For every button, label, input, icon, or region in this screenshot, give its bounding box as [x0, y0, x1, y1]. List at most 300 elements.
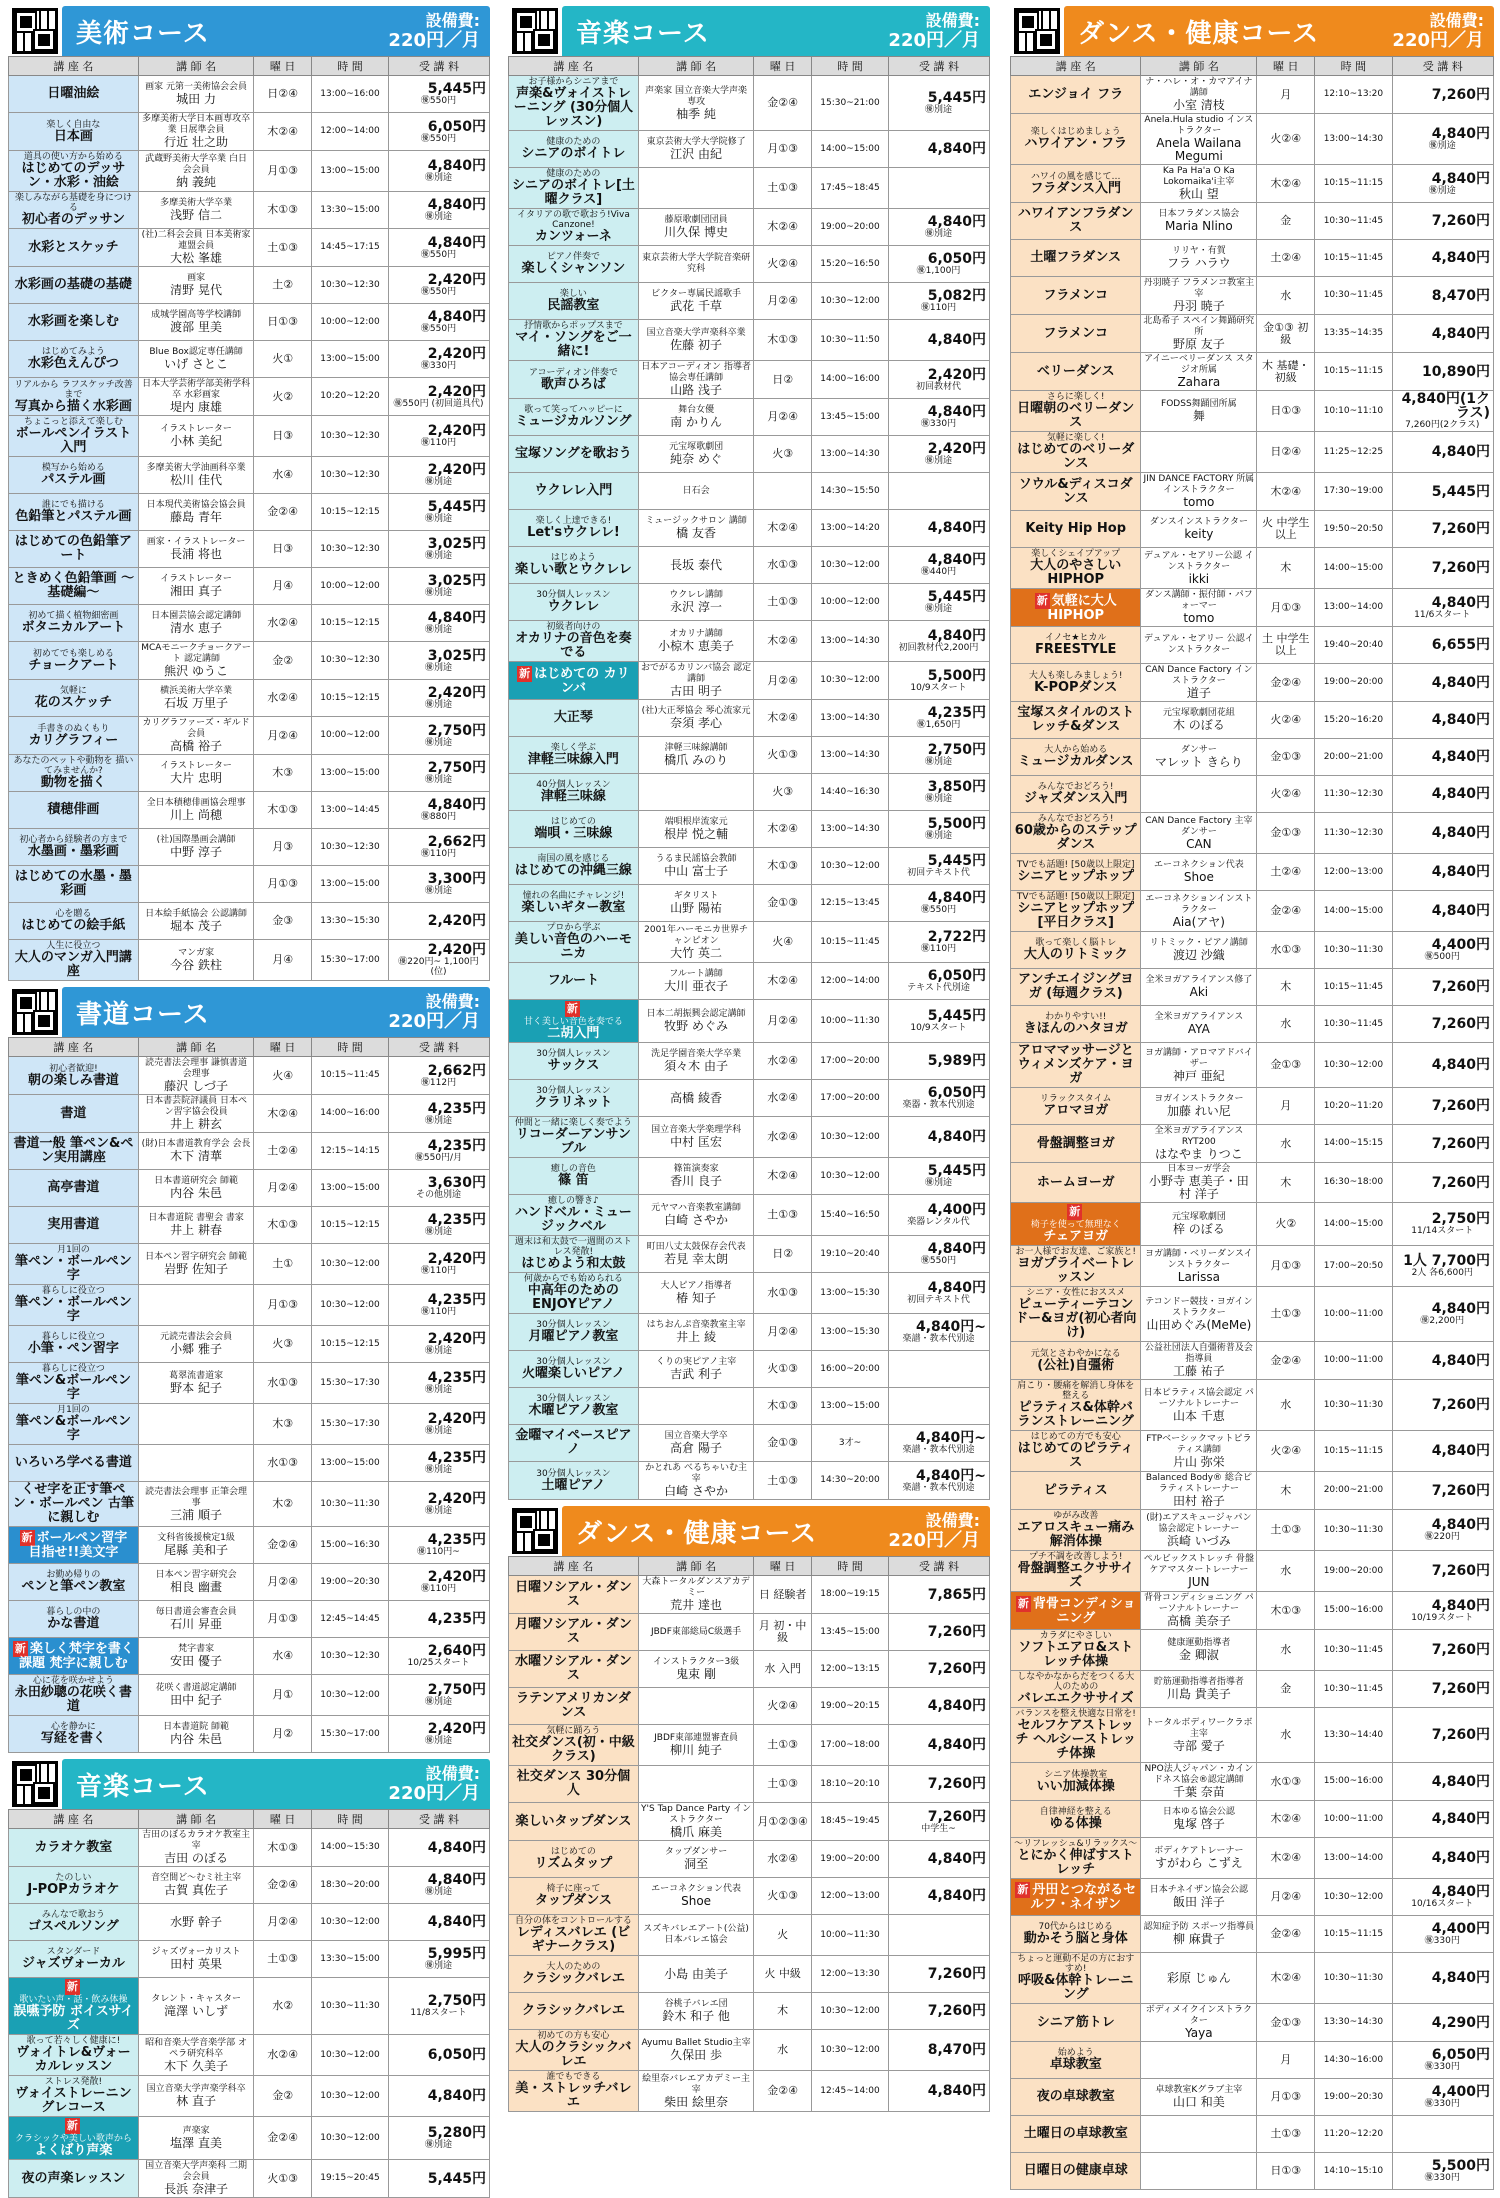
time-cell: 15:30~17:30: [312, 1404, 389, 1445]
course-row[interactable]: [1011, 1006, 1494, 1043]
course-row[interactable]: [9, 1482, 490, 1527]
course-row[interactable]: [1011, 277, 1494, 315]
course-row[interactable]: [1011, 1431, 1494, 1472]
fee-note: 楽器・教本代別途: [902, 1100, 975, 1110]
teacher-cell: [138, 1244, 253, 1285]
fee-cell: [388, 755, 489, 792]
course-row[interactable]: [1011, 589, 1494, 627]
weekday-cell: 木①③: [254, 1829, 312, 1867]
fee-amount: 4,840円: [1431, 1517, 1490, 1533]
fee-note: ㊝別途: [424, 625, 452, 635]
course-row[interactable]: [509, 1956, 990, 1993]
course-name-cell: [9, 192, 139, 229]
course-name-cell: [509, 1766, 639, 1803]
course-row[interactable]: [9, 1285, 490, 1326]
teacher-cell: [138, 457, 253, 494]
weekday-cell: 金: [1257, 1671, 1315, 1708]
course-row[interactable]: [509, 1000, 990, 1043]
time-cell: 15:30~17:30: [312, 1363, 389, 1404]
fee-cell: [888, 2030, 989, 2071]
course-row[interactable]: [9, 1057, 490, 1095]
weekday-cell: 木②④: [1257, 1953, 1315, 2004]
teacher-cell: [1141, 1671, 1257, 1708]
section-header: [8, 6, 490, 56]
course-row[interactable]: [9, 531, 490, 568]
course-row[interactable]: [9, 457, 490, 494]
course-table: [8, 1037, 490, 1753]
course-row[interactable]: [9, 1244, 490, 1285]
course-row[interactable]: [1011, 969, 1494, 1006]
course-row[interactable]: [9, 829, 490, 866]
course-row[interactable]: [509, 436, 990, 473]
course-row[interactable]: [509, 1388, 990, 1425]
course-row[interactable]: [9, 866, 490, 903]
course-row[interactable]: [1011, 1916, 1494, 1953]
fee-cell: [1392, 932, 1493, 969]
course-name: 花のスケッチ: [34, 695, 113, 710]
column-header: 時 間: [812, 57, 889, 76]
fee-cell: [388, 1170, 489, 1207]
course-row[interactable]: [1011, 165, 1494, 203]
weekday-cell: 月④: [254, 940, 312, 981]
course-row[interactable]: [9, 76, 490, 113]
course-row[interactable]: [9, 1904, 490, 1941]
course-row[interactable]: [1011, 1953, 1494, 2004]
course-row[interactable]: [1011, 1163, 1494, 1203]
course-row[interactable]: [509, 1878, 990, 1915]
course-row[interactable]: [1011, 240, 1494, 277]
course-row[interactable]: [509, 361, 990, 399]
course-row[interactable]: [1011, 1671, 1494, 1708]
course-name: 高亭書道: [47, 1180, 100, 1195]
course-row[interactable]: [9, 1445, 490, 1482]
course-row[interactable]: [9, 903, 490, 940]
course-name: ときめく色鉛筆画 〜基礎編〜: [12, 571, 135, 600]
course-row[interactable]: [1011, 432, 1494, 473]
course-name: 宝塚ソングを歌おう: [515, 446, 632, 461]
course-row[interactable]: [9, 1978, 490, 2035]
teacher-title: イラストレーター: [160, 761, 232, 771]
course-row[interactable]: [1011, 315, 1494, 353]
weekday-cell: 水②④: [254, 680, 312, 717]
course-name-cell: [1011, 1006, 1141, 1043]
course-row[interactable]: [9, 1207, 490, 1244]
teacher-name: 柳 麻貴子: [1172, 1932, 1225, 1946]
teacher-name: 丹羽 暁子: [1172, 299, 1225, 313]
teacher-title: エーコネクション代表: [651, 1884, 741, 1894]
teacher-name: 古賀 真佐子: [164, 1883, 228, 1897]
fee-note: ㊝別途: [424, 1465, 452, 1475]
course-row[interactable]: [9, 940, 490, 981]
course-row[interactable]: [509, 1651, 990, 1688]
course-row[interactable]: [509, 1462, 990, 1500]
course-row[interactable]: [509, 737, 990, 774]
course-subtitle: 楽しみながら基礎を身につける: [15, 193, 132, 213]
course-row[interactable]: [1011, 1380, 1494, 1431]
course-row[interactable]: [9, 1829, 490, 1867]
course-row[interactable]: [9, 341, 490, 378]
weekday-cell: 日③: [254, 531, 312, 568]
fee-cell: [888, 700, 989, 737]
course-row[interactable]: [9, 605, 490, 642]
teacher-cell: [138, 113, 253, 151]
course-row[interactable]: [509, 168, 990, 209]
course-row[interactable]: [9, 2035, 490, 2076]
course-row[interactable]: [9, 113, 490, 151]
course-name-cell: [9, 151, 139, 192]
teacher-cell: [638, 131, 753, 168]
course-name-cell: [509, 1841, 639, 1878]
course-row[interactable]: [509, 1576, 990, 1614]
course-name-cell: [509, 584, 639, 621]
time-cell: 10:30~11:45: [1315, 1630, 1392, 1671]
fee-amount: 4,840円~: [915, 1319, 986, 1335]
course-row[interactable]: [9, 304, 490, 341]
course-row[interactable]: [9, 267, 490, 304]
course-subtitle: 元気とさわやかになる: [1030, 1348, 1121, 1359]
course-row[interactable]: [1011, 76, 1494, 114]
course-row[interactable]: [1011, 1763, 1494, 1801]
course-row[interactable]: [509, 774, 990, 811]
course-subtitle: 心を贈る: [55, 909, 92, 919]
course-row[interactable]: [509, 246, 990, 283]
teacher-name: 井上 綾: [676, 1330, 716, 1344]
course-row[interactable]: [509, 1351, 990, 1388]
course-row[interactable]: [9, 1363, 490, 1404]
course-row[interactable]: [1011, 854, 1494, 891]
course-row[interactable]: [9, 717, 490, 755]
course-row[interactable]: [509, 1314, 990, 1351]
teacher-name: 山田めぐみ(MeMe): [1146, 1317, 1252, 1332]
time-cell: 10:15~12:15: [312, 1207, 389, 1244]
fee-amount: 4,840円: [1431, 674, 1490, 691]
fee-amount: 4,840円: [427, 309, 486, 325]
fee-note: ㊝110円: [420, 438, 457, 448]
course-row[interactable]: [509, 1236, 990, 1273]
teacher-name: 湘田 真子: [170, 584, 222, 598]
teacher-title: 多摩美術大学日本画専攻卒業 日展準会員: [142, 114, 251, 135]
course-row[interactable]: [9, 1867, 490, 1904]
course-name: はじめてのベリーダンス: [1017, 442, 1135, 471]
fee-amount: 4,840円: [427, 1839, 486, 1856]
course-row[interactable]: [1011, 2116, 1494, 2153]
course-name: ミュージカルソング: [515, 414, 632, 429]
course-subtitle: プチ不調を改善しよう!: [1028, 1552, 1123, 1562]
course-row[interactable]: [509, 2030, 990, 2071]
course-row[interactable]: [9, 1564, 490, 1601]
qr-code-icon: [12, 1761, 58, 1807]
course-row[interactable]: [1011, 932, 1494, 969]
course-row[interactable]: [1011, 1551, 1494, 1592]
course-row[interactable]: [1011, 1630, 1494, 1671]
course-row[interactable]: [1011, 473, 1494, 511]
course-row[interactable]: [9, 416, 490, 457]
equipment-fee-label: 設備費:: [925, 1511, 980, 1530]
course-name-cell: [1011, 432, 1141, 473]
course-row[interactable]: [1011, 548, 1494, 589]
course-row[interactable]: [509, 2071, 990, 2112]
course-row[interactable]: [9, 378, 490, 416]
course-row[interactable]: [509, 1080, 990, 1117]
course-row[interactable]: [509, 1993, 990, 2030]
course-row[interactable]: [9, 1133, 490, 1170]
course-row[interactable]: [509, 209, 990, 246]
course-row[interactable]: [509, 283, 990, 320]
course-name: ヴォイトレ&ヴォーカルレッスン: [16, 2045, 131, 2074]
course-row[interactable]: [9, 568, 490, 605]
course-row[interactable]: [509, 1725, 990, 1766]
course-row[interactable]: [1011, 1203, 1494, 1246]
course-row[interactable]: [509, 1915, 990, 1956]
fee-amount: 4,400円: [1431, 937, 1490, 953]
weekday-cell: 火②④: [754, 1688, 812, 1725]
course-row[interactable]: [9, 1601, 490, 1638]
course-row[interactable]: [1011, 2153, 1494, 2190]
course-row[interactable]: [1011, 1043, 1494, 1088]
course-name: 筆ペン&ボールペン字: [15, 1373, 131, 1402]
teacher-title: (社)国際墨画会講師: [156, 835, 236, 845]
time-cell: 14:00~15:30: [312, 1829, 389, 1867]
course-row[interactable]: [9, 1527, 490, 1564]
course-section: [8, 1759, 490, 2198]
fee-amount: 3,025円: [427, 536, 486, 552]
course-name: J-POPカラオケ: [27, 1882, 120, 1897]
weekday-cell: 金②④: [254, 1867, 312, 1904]
course-row[interactable]: [1011, 1287, 1494, 1342]
course-row[interactable]: [509, 922, 990, 963]
course-name: はじめての色鉛筆アート: [14, 534, 132, 563]
course-row[interactable]: [9, 1638, 490, 1675]
course-name: ミュージカルダンス: [1017, 754, 1134, 769]
course-name-cell: [9, 717, 139, 755]
teacher-title: 毎日書道会審査会員: [155, 1607, 237, 1617]
course-subtitle: お子様からシニアまで: [528, 77, 619, 87]
fee-cell: [1392, 2004, 1493, 2042]
time-cell: 13:45~15:00: [812, 399, 889, 436]
course-row[interactable]: [509, 848, 990, 885]
teacher-name: 武花 千草: [670, 299, 722, 313]
course-row[interactable]: [509, 1117, 990, 1158]
course-row[interactable]: [509, 1425, 990, 1462]
course-row[interactable]: [9, 151, 490, 192]
teacher-name: 石坂 万里子: [164, 696, 228, 710]
course-name: フルート: [547, 973, 600, 988]
course-row[interactable]: [509, 1195, 990, 1236]
equipment-fee: [388, 992, 480, 1032]
time-cell: 10:30~12:30: [312, 267, 389, 304]
fee-cell: [388, 2160, 489, 2198]
fee-cell: [1392, 1088, 1493, 1125]
course-row[interactable]: [9, 1716, 490, 1753]
course-row[interactable]: [1011, 1879, 1494, 1916]
course-row[interactable]: [509, 1158, 990, 1195]
fee-cell: [388, 605, 489, 642]
course-row[interactable]: [509, 399, 990, 436]
course-row[interactable]: [9, 1675, 490, 1716]
course-row[interactable]: [1011, 1342, 1494, 1380]
course-row[interactable]: [509, 1803, 990, 1841]
new-badge: 新: [566, 1002, 578, 1015]
weekday-cell: 月①③: [254, 866, 312, 903]
course-row[interactable]: [9, 494, 490, 531]
table-header-row: [9, 57, 490, 76]
course-row[interactable]: [1011, 1246, 1494, 1287]
teacher-name: 行近 壮之助: [164, 135, 228, 149]
course-row[interactable]: [9, 192, 490, 229]
course-row[interactable]: [509, 621, 990, 662]
fee-amount: 7,260円: [1431, 86, 1490, 103]
course-row[interactable]: [509, 1688, 990, 1725]
course-row[interactable]: [9, 1170, 490, 1207]
course-subtitle: お勤め帰りの: [46, 1570, 101, 1580]
time-cell: 10:30~12:00: [812, 2030, 889, 2071]
course-subtitle: ゆがみ改善: [1053, 1511, 1099, 1521]
fee-amount: 4,840円: [1431, 594, 1490, 611]
course-name: バレエエクササイズ: [1017, 1691, 1134, 1706]
course-row[interactable]: [9, 2076, 490, 2117]
course-name: 津軽三味線: [540, 789, 606, 804]
course-row[interactable]: [509, 510, 990, 547]
course-row[interactable]: [509, 885, 990, 922]
course-row[interactable]: [509, 320, 990, 361]
course-row[interactable]: [1011, 1125, 1494, 1163]
course-row[interactable]: [1011, 739, 1494, 776]
course-row[interactable]: [9, 1326, 490, 1363]
course-row[interactable]: [509, 76, 990, 131]
course-row[interactable]: [9, 1941, 490, 1978]
course-row[interactable]: [9, 1404, 490, 1445]
course-row[interactable]: [509, 1766, 990, 1803]
column-header: 講 座 名: [9, 1810, 139, 1829]
course-row[interactable]: [1011, 353, 1494, 391]
teacher-title: 絵里奈バレエアカデミー主宰: [642, 2073, 751, 2095]
teacher-name: 田村 英果: [170, 1957, 222, 1971]
teacher-cell: [1141, 1916, 1257, 1953]
course-name-cell: [509, 1273, 639, 1314]
teacher-title: 画家: [187, 273, 206, 283]
course-row[interactable]: [1011, 511, 1494, 548]
course-row[interactable]: [9, 229, 490, 267]
course-row[interactable]: [9, 1095, 490, 1133]
course-row[interactable]: [1011, 664, 1494, 702]
teacher-name: 道子: [1186, 686, 1211, 700]
course-row[interactable]: [9, 755, 490, 792]
course-row[interactable]: [509, 473, 990, 510]
teacher-name: AYA: [1187, 1022, 1210, 1036]
weekday-cell: 火③: [754, 436, 812, 473]
course-row[interactable]: [1011, 702, 1494, 739]
teacher-cell: [1141, 1879, 1257, 1916]
fee-amount: 4,840円: [927, 890, 986, 906]
course-row[interactable]: [9, 2117, 490, 2160]
time-cell: 10:15~11:15: [1315, 353, 1392, 391]
course-row[interactable]: [1011, 1592, 1494, 1630]
course-subtitle: 何歳からでも始められる: [523, 1274, 623, 1284]
course-row[interactable]: [1011, 776, 1494, 813]
course-row[interactable]: [1011, 2004, 1494, 2042]
fee-cell: [388, 1867, 489, 1904]
time-cell: 13:00~15:00: [312, 341, 389, 378]
course-row[interactable]: [1011, 1838, 1494, 1879]
course-row[interactable]: [9, 680, 490, 717]
course-name: ソウル&ディスコダンス: [1018, 476, 1133, 506]
course-name: はじめてのデッサン・水彩・油絵: [21, 161, 126, 190]
teacher-cell: [638, 436, 753, 473]
course-row[interactable]: [509, 1043, 990, 1080]
course-row[interactable]: [1011, 114, 1494, 165]
course-row[interactable]: [9, 2160, 490, 2198]
course-row[interactable]: [1011, 1708, 1494, 1763]
course-row[interactable]: [509, 963, 990, 1000]
course-row[interactable]: [509, 547, 990, 584]
teacher-name: 内谷 朱邑: [170, 1186, 222, 1200]
fee-cell: [388, 1482, 489, 1527]
fee-amount: 7,260円: [1431, 213, 1490, 229]
fee-amount: 6,050円: [1431, 2047, 1490, 2063]
course-name-cell: [9, 1057, 139, 1095]
course-row[interactable]: [509, 1614, 990, 1651]
course-row[interactable]: [1011, 1801, 1494, 1838]
course-row[interactable]: [1011, 2079, 1494, 2116]
course-name-cell: [9, 304, 139, 341]
fee-cell: [1392, 473, 1493, 511]
course-row[interactable]: [509, 1841, 990, 1878]
course-row[interactable]: [509, 811, 990, 848]
teacher-cell: [638, 1351, 753, 1388]
course-row[interactable]: [1011, 391, 1494, 432]
fee-note: ㊝別途: [424, 1506, 452, 1516]
weekday-cell: 木①③: [254, 1207, 312, 1244]
course-name-cell: [509, 1725, 639, 1766]
course-row[interactable]: [1011, 627, 1494, 664]
time-cell: 18:10~20:10: [812, 1766, 889, 1803]
course-row[interactable]: [1011, 1510, 1494, 1551]
course-name-cell: [1011, 165, 1141, 203]
course-row[interactable]: [1011, 1088, 1494, 1125]
course-row[interactable]: [509, 131, 990, 168]
time-cell: 13:00~15:00: [812, 1388, 889, 1425]
course-row[interactable]: [1011, 1472, 1494, 1510]
course-name: 丹田とつながるセルフ・ネイザン: [1030, 1882, 1137, 1912]
course-name-cell: [509, 361, 639, 399]
teacher-title: 貯筋運動指導者指導者: [1153, 1677, 1244, 1687]
time-cell: 10:00~12:00: [812, 584, 889, 621]
course-row[interactable]: [1011, 813, 1494, 854]
teacher-cell: [138, 1326, 253, 1363]
teacher-name: 野原 友子: [1172, 337, 1225, 351]
teacher-name: 滝澤 いしず: [164, 2004, 228, 2018]
course-row[interactable]: [1011, 2042, 1494, 2079]
course-name: 篠 笛: [558, 1173, 589, 1188]
course-subtitle: 初めて描く植物細密画: [28, 611, 119, 621]
course-row[interactable]: [9, 642, 490, 680]
course-row[interactable]: [509, 584, 990, 621]
fee-amount: 4,400円: [927, 1202, 986, 1218]
weekday-cell: 月②④: [754, 1000, 812, 1043]
course-name: 楽しいタップダンス: [515, 1813, 632, 1829]
fee-note: 初回テキスト代: [907, 1295, 970, 1305]
course-row[interactable]: [9, 792, 490, 829]
teacher-cell: [1141, 1125, 1257, 1163]
course-row[interactable]: [1011, 891, 1494, 932]
course-row[interactable]: [509, 1273, 990, 1314]
fee-cell: [1392, 548, 1493, 589]
fee-note: ㊝別途: [424, 1115, 452, 1126]
course-row[interactable]: [509, 662, 990, 700]
fee-amount: 7,260円: [927, 2003, 986, 2019]
course-row[interactable]: [509, 700, 990, 737]
course-row[interactable]: [1011, 203, 1494, 240]
